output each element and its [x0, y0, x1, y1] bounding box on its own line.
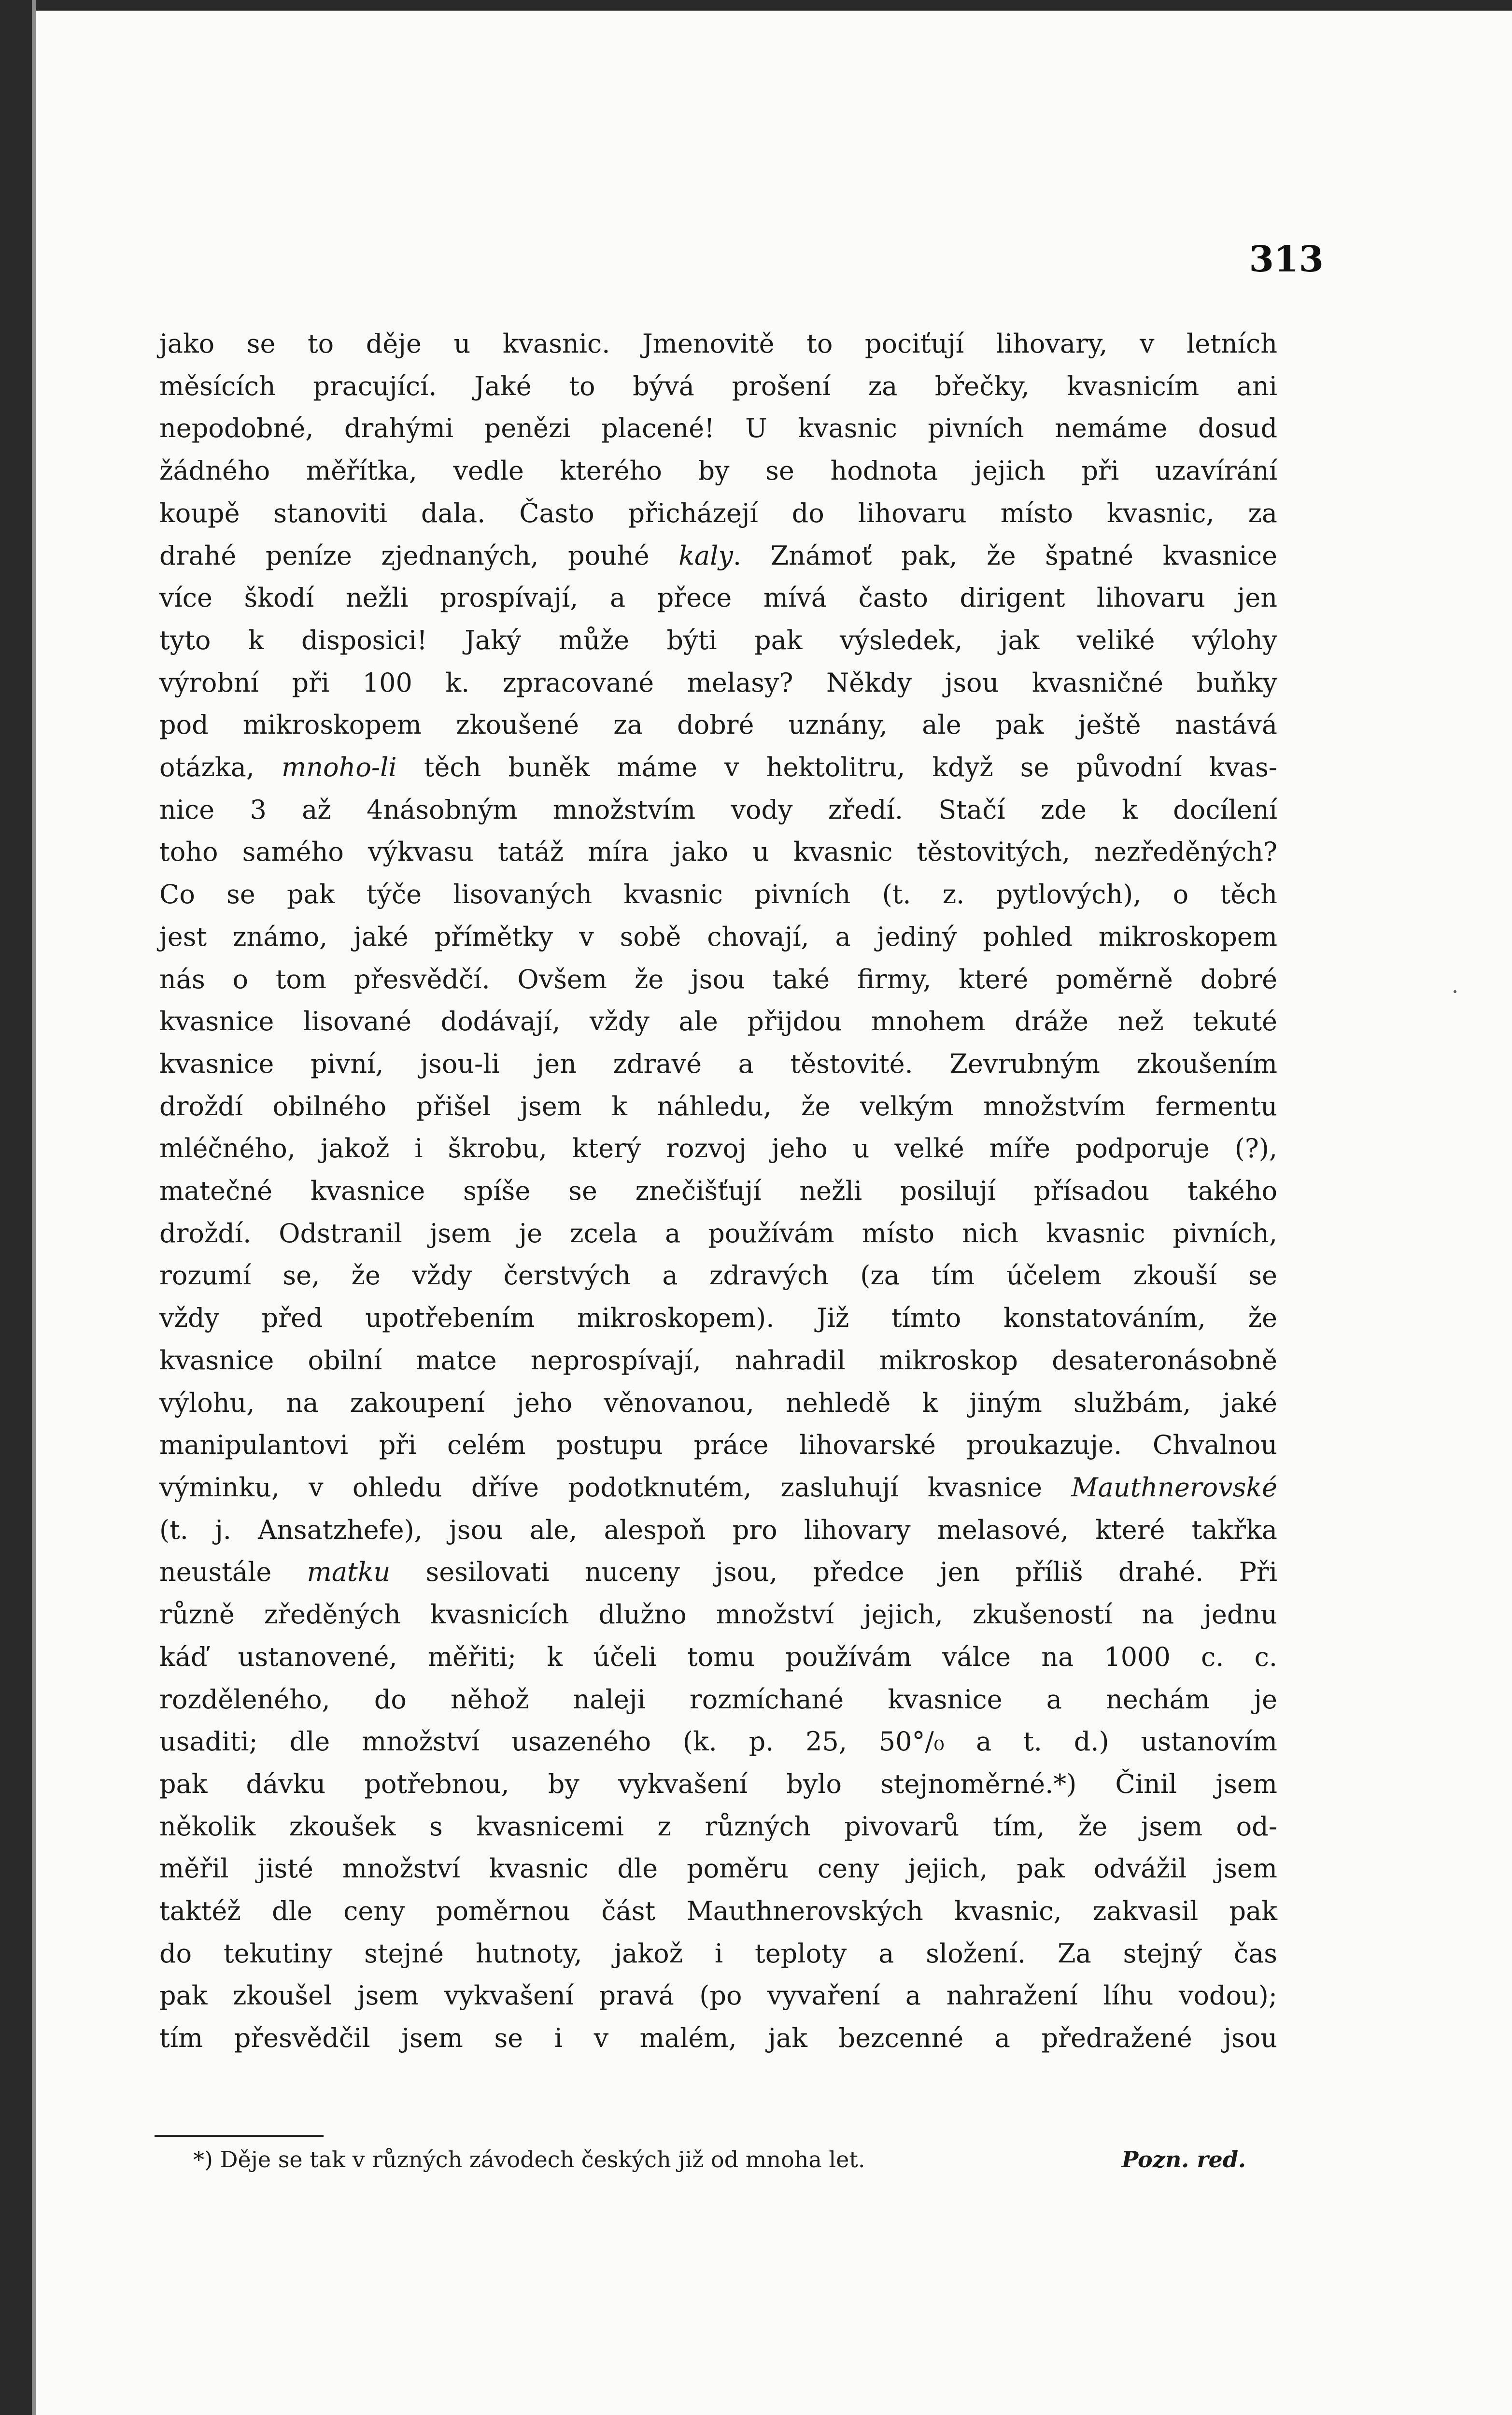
text-segment: sesilovati nuceny jsou, předce jen příliš drahé. Při	[390, 1557, 1277, 1588]
text-segment: nepodobné, drahými penězi placené! U kvasnic pivních nemáme dosud	[159, 413, 1278, 444]
text-segment: žádného měřítka, vedle kterého by se hodnota jejich při uzavírání	[159, 455, 1278, 486]
text-segment: nás o tom přesvědčí. Ovšem že jsou také firmy, které poměrně dobré	[159, 964, 1278, 994]
footnote-signature: Pozn. red.	[1121, 2146, 1246, 2173]
text-segment: více škodí nežli prospívají, a přece mívá často dirigent lihovaru jen	[159, 582, 1277, 613]
text-line	[159, 1847, 1277, 1890]
text-segment: kvasnice obilní matce neprospívají, nahradil mikroskop desateronásobně	[159, 1345, 1277, 1376]
scan-frame-top	[0, 0, 1512, 11]
text-segment: toho samého výkvasu tatáž míra jako u kvasnic těstovitých, nezředěných?	[159, 837, 1277, 867]
text-line	[159, 1254, 1277, 1297]
text-line	[159, 1043, 1277, 1085]
text-segment: neustále	[159, 1557, 307, 1588]
text-line	[159, 958, 1277, 1001]
text-line	[159, 789, 1277, 831]
text-segment: tyto k disposici! Jaký může býti pak výsledek, jak veliké výlohy	[159, 625, 1277, 655]
scan-frame-edge	[32, 0, 36, 2415]
italic-term: mnoho-li	[282, 752, 397, 783]
text-line	[159, 365, 1277, 408]
text-line	[159, 1890, 1277, 1932]
text-segment: měřil jisté množství kvasnic dle poměru ceny jejich, pak odvážil jsem	[159, 1853, 1277, 1884]
text-line	[159, 1085, 1277, 1128]
text-line	[159, 1170, 1277, 1212]
text-line	[159, 407, 1277, 450]
text-line	[159, 1466, 1277, 1509]
text-line	[159, 1424, 1277, 1466]
text-segment: vždy před upotřebením mikroskopem). Již tímto konstatováním, že	[159, 1303, 1277, 1334]
italic-term: Mauthnerovské	[1071, 1472, 1278, 1503]
text-line	[159, 1763, 1277, 1805]
text-line	[159, 450, 1277, 492]
scan-frame-left	[0, 0, 32, 2415]
footnote-rule	[155, 2135, 324, 2137]
text-segment: rozumí se, že vždy čerstvých a zdravých (za tím účelem zkouší se	[159, 1260, 1278, 1291]
text-segment: výlohu, na zakoupení jeho věnovanou, nehledě k jiným službám, jaké	[159, 1387, 1277, 1418]
text-segment: různě zředěných kvasnicích dlužno množství jejich, zkušeností na jednu	[159, 1599, 1277, 1630]
scan-speck	[1454, 990, 1456, 993]
text-line	[159, 1127, 1277, 1170]
text-line	[159, 704, 1277, 746]
text-segment: výrobní při 100 k. zpracované melasy? Někdy jsou kvasničné buňky	[159, 667, 1278, 698]
text-line	[159, 746, 1277, 789]
page-number: 313	[1249, 239, 1324, 280]
text-line	[159, 1593, 1277, 1636]
text-segment: nice 3 až 4násobným množstvím vody zředí. Stačí zde k docílení	[159, 794, 1278, 825]
text-segment: rozděleného, do něhož naleji rozmíchané kvasnice a nechám je	[159, 1684, 1277, 1715]
text-segment: pak zkoušel jsem vykvašení pravá (po vyvaření a nahražení líhu vodou);	[159, 1980, 1278, 2011]
text-line	[159, 1509, 1277, 1551]
text-line	[159, 1932, 1277, 1975]
text-line	[159, 619, 1277, 662]
body-text	[159, 323, 1277, 2060]
text-line	[159, 1000, 1277, 1043]
footnote-text: *) Děje se tak v různých závodech českých již od mnoha let.	[193, 2146, 865, 2173]
text-segment: (t. j. Ansatzhefe), jsou ale, alespoň pro lihovary melasové, které takřka	[159, 1514, 1277, 1545]
text-segment: jako se to děje u kvasnic. Jmenovitě to pociťují lihovary, v letních	[159, 328, 1278, 359]
text-segment: těch buněk máme v hektolitru, když se původní kvas-	[396, 752, 1277, 783]
italic-term: kaly	[678, 540, 733, 571]
text-line	[159, 323, 1277, 365]
text-line	[159, 1720, 1277, 1763]
text-segment: usaditi; dle množství usazeného (k. p. 25, 50°/₀ a t. d.) ustanovím	[159, 1726, 1278, 1757]
text-line	[159, 1551, 1277, 1593]
text-segment: výminku, v ohledu dříve podotknutém, zasluhují kvasnice	[159, 1472, 1072, 1503]
text-line	[159, 1297, 1277, 1339]
text-segment: matečné kvasnice spíše se znečišťují nežli posilují přísadou takého	[159, 1176, 1278, 1207]
text-line	[159, 1975, 1277, 2017]
text-segment: měsících pracující. Jaké to bývá prošení za břečky, kvasnicím ani	[159, 370, 1278, 401]
text-line	[159, 577, 1277, 619]
text-line	[159, 1678, 1277, 1721]
text-segment: do tekutiny stejné hutnoty, jakož i teploty a složení. Za stejný čas	[159, 1938, 1277, 1969]
text-segment: tím přesvědčil jsem se i v malém, jak bezcenné a předražené jsou	[159, 2023, 1277, 2054]
footnote	[193, 2146, 1246, 2173]
text-line	[159, 1382, 1277, 1424]
text-segment: . Známoť pak, že špatné kvasnice	[733, 540, 1277, 571]
text-line	[159, 831, 1277, 873]
text-line	[159, 1339, 1277, 1382]
text-line	[159, 535, 1277, 577]
text-segment: drahé peníze zjednaných, pouhé	[159, 540, 679, 571]
text-segment: káď ustanovené, měřiti; k účeli tomu používám válce na 1000 c. c.	[159, 1641, 1277, 1672]
text-line	[159, 873, 1277, 916]
text-segment: manipulantovi při celém postupu práce lihovarské proukazuje. Chvalnou	[159, 1430, 1277, 1461]
text-line	[159, 916, 1277, 958]
text-segment: droždí obilného přišel jsem k náhledu, že velkým množstvím fermentu	[159, 1091, 1277, 1122]
text-segment: droždí. Odstranil jsem je zcela a používám místo nich kvasnic pivních,	[159, 1218, 1277, 1249]
text-line	[159, 1805, 1277, 1848]
text-line	[159, 662, 1277, 704]
text-segment: taktéž dle ceny poměrnou část Mauthnerovských kvasnic, zakvasil pak	[159, 1896, 1278, 1927]
text-segment: několik zkoušek s kvasnicemi z různých pivovarů tím, že jsem od-	[159, 1811, 1277, 1842]
text-line	[159, 1636, 1277, 1678]
text-segment: kvasnice pivní, jsou-li jen zdravé a těstovité. Zevrubným zkoušením	[159, 1048, 1277, 1079]
text-segment: pod mikroskopem zkoušené za dobré uznány, ale pak ještě nastává	[159, 710, 1277, 740]
text-line	[159, 492, 1277, 535]
text-segment: mléčného, jakož i škrobu, který rozvoj jeho u velké míře podporuje (?),	[159, 1133, 1278, 1164]
text-segment: pak dávku potřebnou, by vykvašení bylo stejnoměrné.*) Činil jsem	[159, 1768, 1277, 1799]
text-segment: otázka,	[159, 752, 282, 783]
italic-term: matku	[307, 1557, 391, 1588]
text-line	[159, 2017, 1277, 2060]
text-segment: kvasnice lisované dodávají, vždy ale přijdou mnohem dráže než tekuté	[159, 1006, 1277, 1037]
text-segment: Co se pak týče lisovaných kvasnic pivních (t. z. pytlových), o těch	[159, 879, 1278, 910]
text-line	[159, 1212, 1277, 1255]
text-segment: koupě stanoviti dala. Často přicházejí do lihovaru místo kvasnic, za	[159, 497, 1278, 528]
text-segment: jest známo, jaké přímětky v sobě chovají, a jediný pohled mikroskopem	[159, 921, 1277, 952]
